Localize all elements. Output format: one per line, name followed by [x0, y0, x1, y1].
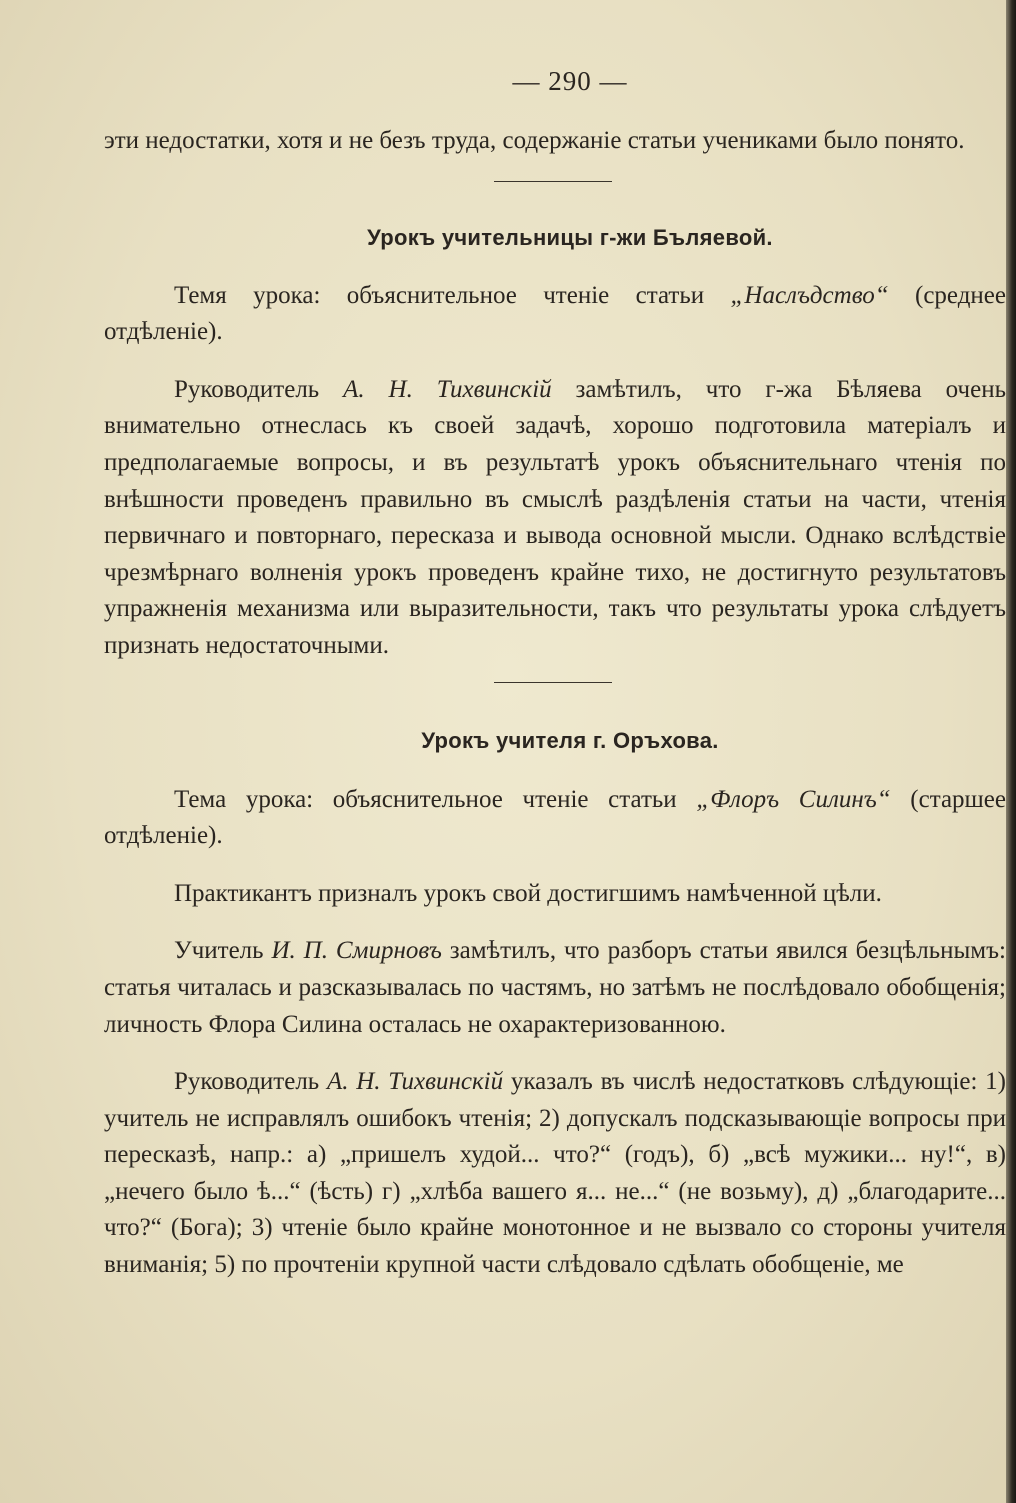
section-heading-belyaeva: Урокъ учительницы г-жи Бъляевой.	[367, 224, 773, 250]
section-divider	[494, 682, 612, 683]
section-divider	[494, 181, 612, 182]
topic-text: Тема урока: объяснительное чтеніе статьи	[174, 785, 697, 813]
leader-comment-paragraph	[104, 372, 1006, 665]
topic-text: Темя урока: объяснительное чтеніе статьи	[174, 281, 731, 309]
comment-text: Учитель	[174, 937, 272, 965]
comment-text-end: замѣтилъ, что разборъ статьи явился безцѣльнымъ: статья читалась и разсказывалась по частямъ, но затѣмъ не послѣдовало обобщенія; личность Флора Силина осталась не охарактеризованною.	[104, 937, 1006, 1038]
teacher-name: И. П. Смирновъ	[271, 937, 442, 965]
leader-comment-paragraph	[104, 1064, 1006, 1284]
lesson-topic-paragraph	[104, 278, 1006, 351]
section-heading-orekhov: Урокъ учителя г. Оръхова.	[421, 727, 719, 753]
comment-text: Руководитель	[174, 375, 344, 403]
leader-name: А. Н. Тихвинскій	[343, 375, 552, 403]
comment-text-end: замѣтилъ, что г-жа Бѣляева очень внимательно отнеслась къ своей задачѣ, хорошо подготовила матеріалъ и предполагаемые вопросы, и въ результатѣ урокъ объяснительнаго чтенія по внѣшности проведенъ правильно въ смыслѣ раздѣленія статьи на части, чтенія первичнаго и повторнаго, пересказа и вывода основной мысли. Однако вслѣдствіе чрезмѣрнаго волненія урокъ проведенъ крайне тихо, не достигнуто результатовъ упражненія механизма или выразительности, такъ что результаты урока слѣдуетъ признать недостаточными.	[104, 375, 1006, 659]
page-content	[104, 66, 1006, 1284]
comment-text: Руководитель	[174, 1068, 327, 1096]
topic-text-end: (старшее отдѣленіе).	[104, 785, 1006, 850]
topic-title: „Флоръ Силинъ“	[696, 785, 891, 813]
book-spine-edge	[1006, 0, 1016, 1503]
topic-text-end: (среднее отдѣленіе).	[104, 281, 1006, 346]
teacher-comment-paragraph	[104, 933, 1006, 1043]
lesson-topic-paragraph	[104, 782, 1006, 855]
practitioner-paragraph: Практикантъ призналъ урокъ свой достигшимъ намѣченной цѣли.	[174, 879, 882, 907]
leader-name: А. Н. Тихвинскій	[326, 1068, 504, 1096]
intro-paragraph: эти недостатки, хотя и не безъ труда, содержаніе статьи учениками было понято.	[104, 127, 965, 154]
comment-text-end: указалъ въ числѣ недостатковъ слѣдующіе: 1) учитель не исправлялъ ошибокъ чтенія; 2) допускалъ подсказывающіе вопросы при пересказѣ, напр.: а) „пришелъ худой... что?“ (годъ), б) „всѣ мужики... ну!“, в) „нечего было ѣ...“ (ѣсть) г) „хлѣба вашего я... не...“ (не возьму), д) „благодарите... что?“ (Бога); 3) чтеніе было крайне монотонное и не вызвало со стороны учителя вниманія; 5) по прочтеніи крупной части слѣдовало сдѣлать обобщеніе, ме	[104, 1068, 1007, 1279]
topic-title: „Наслъдство“	[730, 281, 889, 309]
page-number: — 290 —	[512, 66, 628, 96]
